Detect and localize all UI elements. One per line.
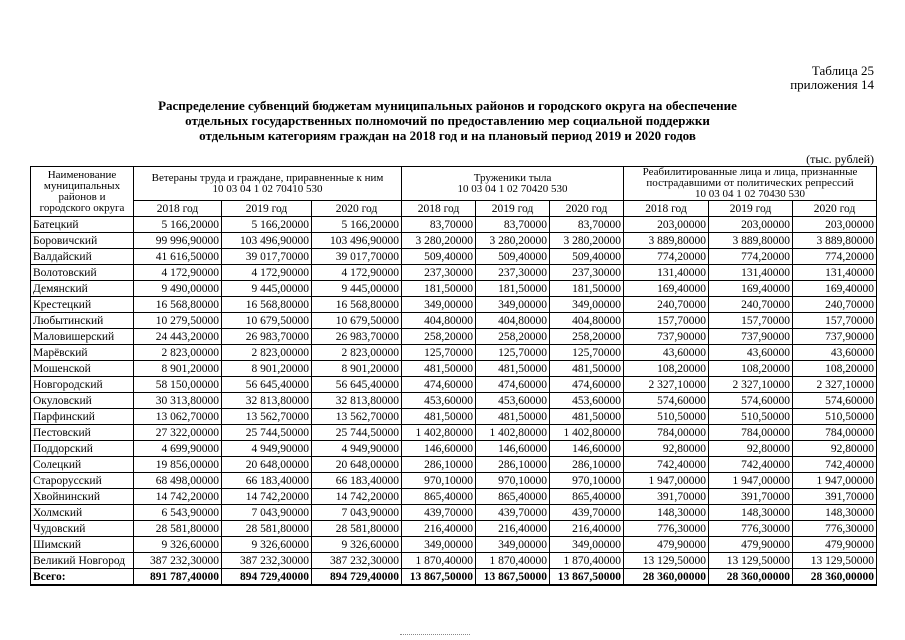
value-cell: 19 856,00000	[134, 457, 222, 473]
table-row	[31, 377, 877, 393]
value-cell: 391,70000	[624, 489, 709, 505]
value-cell: 13 867,50000	[476, 569, 550, 586]
value-cell: 148,30000	[709, 505, 793, 521]
value-cell: 4 949,90000	[312, 441, 402, 457]
value-cell: 13 867,50000	[550, 569, 624, 586]
value-cell: 68 498,00000	[134, 473, 222, 489]
header-year: 2020 год	[550, 201, 624, 217]
value-cell: 742,40000	[624, 457, 709, 473]
value-cell: 9 445,00000	[312, 281, 402, 297]
value-cell: 240,70000	[624, 297, 709, 313]
district-name: Новгородский	[31, 377, 134, 393]
value-cell: 474,60000	[402, 377, 476, 393]
value-cell: 240,70000	[709, 297, 793, 313]
value-cell: 16 568,80000	[134, 297, 222, 313]
appendix-number: приложения 14	[790, 77, 874, 92]
value-cell: 737,90000	[709, 329, 793, 345]
value-cell: 125,70000	[402, 345, 476, 361]
value-cell: 9 445,00000	[222, 281, 312, 297]
value-cell: 16 568,80000	[222, 297, 312, 313]
value-cell: 387 232,30000	[312, 553, 402, 569]
district-name: Чудовский	[31, 521, 134, 537]
value-cell: 58 150,00000	[134, 377, 222, 393]
value-cell: 3 280,20000	[550, 233, 624, 249]
table-row	[31, 537, 877, 553]
value-cell: 148,30000	[793, 505, 877, 521]
value-cell: 349,00000	[476, 537, 550, 553]
value-cell: 25 744,50000	[222, 425, 312, 441]
value-cell: 108,20000	[793, 361, 877, 377]
value-cell: 4 172,90000	[134, 265, 222, 281]
value-cell: 103 496,90000	[222, 233, 312, 249]
district-name: Поддорский	[31, 441, 134, 457]
value-cell: 83,70000	[402, 217, 476, 233]
value-cell: 1 870,40000	[550, 553, 624, 569]
value-cell: 865,40000	[402, 489, 476, 505]
value-cell: 6 543,90000	[134, 505, 222, 521]
value-cell: 509,40000	[402, 249, 476, 265]
value-cell: 10 679,50000	[222, 313, 312, 329]
value-cell: 125,70000	[550, 345, 624, 361]
value-cell: 970,10000	[550, 473, 624, 489]
value-cell: 203,00000	[624, 217, 709, 233]
table-row	[31, 297, 877, 313]
value-cell: 481,50000	[476, 409, 550, 425]
value-cell: 240,70000	[793, 297, 877, 313]
value-cell: 28 581,80000	[312, 521, 402, 537]
table-row	[31, 281, 877, 297]
table-row	[31, 249, 877, 265]
subvention-table	[30, 166, 877, 586]
value-cell: 391,70000	[709, 489, 793, 505]
district-name: Старорусский	[31, 473, 134, 489]
value-cell: 2 823,00000	[312, 345, 402, 361]
value-cell: 13 562,70000	[222, 409, 312, 425]
document-title	[80, 98, 815, 143]
value-cell: 5 166,20000	[222, 217, 312, 233]
value-cell: 509,40000	[476, 249, 550, 265]
district-name: Волотовский	[31, 265, 134, 281]
value-cell: 3 889,80000	[709, 233, 793, 249]
table-row	[31, 409, 877, 425]
district-name: Парфинский	[31, 409, 134, 425]
value-cell: 2 327,10000	[624, 377, 709, 393]
value-cell: 181,50000	[402, 281, 476, 297]
header-group-veterans	[134, 167, 402, 201]
value-cell: 258,20000	[476, 329, 550, 345]
units-label: (тыс. рублей)	[806, 152, 874, 166]
value-cell: 30 313,80000	[134, 393, 222, 409]
value-cell: 258,20000	[402, 329, 476, 345]
value-cell: 3 280,20000	[402, 233, 476, 249]
district-name: Великий Новгород	[31, 553, 134, 569]
value-cell: 387 232,30000	[222, 553, 312, 569]
table-reference	[790, 64, 874, 92]
value-cell: 349,00000	[402, 297, 476, 313]
group-code: 10 03 04 1 02 70420 530	[457, 182, 568, 195]
value-cell: 43,60000	[624, 345, 709, 361]
value-cell: 14 742,20000	[134, 489, 222, 505]
value-cell: 439,70000	[402, 505, 476, 521]
table-row	[31, 233, 877, 249]
district-name: Мошенской	[31, 361, 134, 377]
table-row	[31, 393, 877, 409]
value-cell: 776,30000	[793, 521, 877, 537]
value-cell: 237,30000	[476, 265, 550, 281]
value-cell: 16 568,80000	[312, 297, 402, 313]
value-cell: 286,10000	[476, 457, 550, 473]
value-cell: 92,80000	[709, 441, 793, 457]
table-row	[31, 265, 877, 281]
value-cell: 28 581,80000	[222, 521, 312, 537]
value-cell: 3 889,80000	[624, 233, 709, 249]
value-cell: 865,40000	[476, 489, 550, 505]
header-year: 2019 год	[476, 201, 550, 217]
district-name: Солецкий	[31, 457, 134, 473]
value-cell: 479,90000	[624, 537, 709, 553]
value-cell: 894 729,40000	[222, 569, 312, 586]
district-name: Крестецкий	[31, 297, 134, 313]
value-cell: 39 017,70000	[312, 249, 402, 265]
value-cell: 28 360,00000	[709, 569, 793, 586]
value-cell: 2 327,10000	[709, 377, 793, 393]
value-cell: 453,60000	[550, 393, 624, 409]
value-cell: 1 402,80000	[550, 425, 624, 441]
value-cell: 10 679,50000	[312, 313, 402, 329]
value-cell: 784,00000	[793, 425, 877, 441]
value-cell: 32 813,80000	[222, 393, 312, 409]
value-cell: 43,60000	[793, 345, 877, 361]
value-cell: 181,50000	[476, 281, 550, 297]
district-name: Холмский	[31, 505, 134, 521]
value-cell: 108,20000	[709, 361, 793, 377]
district-name: Пестовский	[31, 425, 134, 441]
header-year: 2020 год	[793, 201, 877, 217]
value-cell: 4 172,90000	[222, 265, 312, 281]
value-cell: 510,50000	[793, 409, 877, 425]
total-label: Всего:	[31, 569, 134, 586]
table-number: Таблица 25	[811, 63, 874, 78]
value-cell: 157,70000	[709, 313, 793, 329]
value-cell: 28 360,00000	[624, 569, 709, 586]
value-cell: 474,60000	[476, 377, 550, 393]
value-cell: 24 443,20000	[134, 329, 222, 345]
value-cell: 474,60000	[550, 377, 624, 393]
table-body	[31, 217, 877, 586]
value-cell: 66 183,40000	[312, 473, 402, 489]
value-cell: 20 648,00000	[222, 457, 312, 473]
value-cell: 92,80000	[793, 441, 877, 457]
district-name: Батецкий	[31, 217, 134, 233]
value-cell: 481,50000	[402, 361, 476, 377]
value-cell: 8 901,20000	[134, 361, 222, 377]
page-edge-mark	[400, 634, 470, 637]
header-year: 2019 год	[222, 201, 312, 217]
value-cell: 169,40000	[624, 281, 709, 297]
table-row	[31, 457, 877, 473]
value-cell: 13 129,50000	[624, 553, 709, 569]
header-group-rehabilitated	[624, 167, 877, 201]
value-cell: 56 645,40000	[222, 377, 312, 393]
value-cell: 2 823,00000	[134, 345, 222, 361]
value-cell: 83,70000	[476, 217, 550, 233]
group-code: 10 03 04 1 02 70430 530	[695, 188, 806, 200]
value-cell: 865,40000	[550, 489, 624, 505]
value-cell: 774,20000	[624, 249, 709, 265]
header-year: 2020 год	[312, 201, 402, 217]
value-cell: 157,70000	[624, 313, 709, 329]
value-cell: 510,50000	[709, 409, 793, 425]
district-name: Окуловский	[31, 393, 134, 409]
value-cell: 8 901,20000	[222, 361, 312, 377]
value-cell: 9 490,00000	[134, 281, 222, 297]
value-cell: 9 326,60000	[222, 537, 312, 553]
value-cell: 148,30000	[624, 505, 709, 521]
district-name: Хвойнинский	[31, 489, 134, 505]
value-cell: 2 327,10000	[793, 377, 877, 393]
value-cell: 387 232,30000	[134, 553, 222, 569]
table-row	[31, 553, 877, 569]
value-cell: 1 870,40000	[476, 553, 550, 569]
value-cell: 404,80000	[476, 313, 550, 329]
value-cell: 404,80000	[402, 313, 476, 329]
value-cell: 181,50000	[550, 281, 624, 297]
value-cell: 13 062,70000	[134, 409, 222, 425]
value-cell: 349,00000	[476, 297, 550, 313]
value-cell: 4 699,90000	[134, 441, 222, 457]
value-cell: 481,50000	[476, 361, 550, 377]
value-cell: 742,40000	[709, 457, 793, 473]
value-cell: 27 322,00000	[134, 425, 222, 441]
value-cell: 453,60000	[476, 393, 550, 409]
value-cell: 349,00000	[550, 297, 624, 313]
value-cell: 14 742,20000	[222, 489, 312, 505]
value-cell: 894 729,40000	[312, 569, 402, 586]
title-line-1: Распределение субвенций бюджетам муниципальных районов и городского округа на обеспечение	[158, 98, 737, 113]
value-cell: 203,00000	[793, 217, 877, 233]
value-cell: 13 129,50000	[793, 553, 877, 569]
district-name: Валдайский	[31, 249, 134, 265]
value-cell: 391,70000	[793, 489, 877, 505]
table-row	[31, 329, 877, 345]
header-group-home-front	[402, 167, 624, 201]
value-cell: 216,40000	[550, 521, 624, 537]
value-cell: 1 947,00000	[709, 473, 793, 489]
value-cell: 481,50000	[550, 361, 624, 377]
value-cell: 26 983,70000	[222, 329, 312, 345]
value-cell: 774,20000	[709, 249, 793, 265]
value-cell: 891 787,40000	[134, 569, 222, 586]
value-cell: 131,40000	[709, 265, 793, 281]
value-cell: 439,70000	[476, 505, 550, 521]
value-cell: 481,50000	[550, 409, 624, 425]
value-cell: 20 648,00000	[312, 457, 402, 473]
value-cell: 404,80000	[550, 313, 624, 329]
table-row	[31, 489, 877, 505]
value-cell: 776,30000	[709, 521, 793, 537]
header-year: 2018 год	[624, 201, 709, 217]
value-cell: 1 402,80000	[402, 425, 476, 441]
value-cell: 13 867,50000	[402, 569, 476, 586]
value-cell: 439,70000	[550, 505, 624, 521]
value-cell: 13 562,70000	[312, 409, 402, 425]
table-row	[31, 441, 877, 457]
value-cell: 32 813,80000	[312, 393, 402, 409]
value-cell: 39 017,70000	[222, 249, 312, 265]
value-cell: 203,00000	[709, 217, 793, 233]
value-cell: 5 166,20000	[312, 217, 402, 233]
district-name: Марёвский	[31, 345, 134, 361]
value-cell: 3 280,20000	[476, 233, 550, 249]
header-row-groups	[31, 167, 877, 201]
district-name: Маловишерский	[31, 329, 134, 345]
group-code: 10 03 04 1 02 70410 530	[212, 182, 323, 195]
value-cell: 103 496,90000	[312, 233, 402, 249]
value-cell: 774,20000	[793, 249, 877, 265]
value-cell: 237,30000	[550, 265, 624, 281]
value-cell: 157,70000	[793, 313, 877, 329]
value-cell: 258,20000	[550, 329, 624, 345]
value-cell: 66 183,40000	[222, 473, 312, 489]
table-row	[31, 425, 877, 441]
group-title: Ветераны труда и граждане, приравненные к ним	[151, 171, 384, 184]
value-cell: 742,40000	[793, 457, 877, 473]
district-name: Любытинский	[31, 313, 134, 329]
value-cell: 970,10000	[476, 473, 550, 489]
value-cell: 108,20000	[624, 361, 709, 377]
value-cell: 7 043,90000	[222, 505, 312, 521]
value-cell: 41 616,50000	[134, 249, 222, 265]
value-cell: 286,10000	[550, 457, 624, 473]
value-cell: 3 889,80000	[793, 233, 877, 249]
value-cell: 481,50000	[402, 409, 476, 425]
value-cell: 2 823,00000	[222, 345, 312, 361]
value-cell: 92,80000	[624, 441, 709, 457]
title-line-2: отдельных государственных полномочий по предоставлению мер социальной поддержки	[185, 113, 710, 128]
value-cell: 169,40000	[793, 281, 877, 297]
value-cell: 43,60000	[709, 345, 793, 361]
table-row	[31, 313, 877, 329]
value-cell: 10 279,50000	[134, 313, 222, 329]
value-cell: 776,30000	[624, 521, 709, 537]
value-cell: 131,40000	[793, 265, 877, 281]
value-cell: 125,70000	[476, 345, 550, 361]
group-title: Труженики тыла	[473, 171, 552, 184]
district-name: Боровичский	[31, 233, 134, 249]
value-cell: 7 043,90000	[312, 505, 402, 521]
value-cell: 479,90000	[793, 537, 877, 553]
table-row	[31, 361, 877, 377]
value-cell: 28 581,80000	[134, 521, 222, 537]
value-cell: 737,90000	[624, 329, 709, 345]
value-cell: 146,60000	[550, 441, 624, 457]
table-row	[31, 217, 877, 233]
header-year: 2019 год	[709, 201, 793, 217]
value-cell: 26 983,70000	[312, 329, 402, 345]
table-row	[31, 505, 877, 521]
value-cell: 509,40000	[550, 249, 624, 265]
value-cell: 99 996,90000	[134, 233, 222, 249]
total-row	[31, 569, 877, 586]
value-cell: 14 742,20000	[312, 489, 402, 505]
header-year: 2018 год	[134, 201, 222, 217]
district-name: Демянский	[31, 281, 134, 297]
value-cell: 216,40000	[402, 521, 476, 537]
value-cell: 784,00000	[709, 425, 793, 441]
value-cell: 28 360,00000	[793, 569, 877, 586]
value-cell: 216,40000	[476, 521, 550, 537]
value-cell: 574,60000	[624, 393, 709, 409]
header-row-years	[31, 201, 877, 217]
value-cell: 131,40000	[624, 265, 709, 281]
value-cell: 1 947,00000	[793, 473, 877, 489]
value-cell: 349,00000	[550, 537, 624, 553]
value-cell: 286,10000	[402, 457, 476, 473]
table-row	[31, 521, 877, 537]
value-cell: 574,60000	[793, 393, 877, 409]
value-cell: 510,50000	[624, 409, 709, 425]
value-cell: 1 947,00000	[624, 473, 709, 489]
value-cell: 4 172,90000	[312, 265, 402, 281]
value-cell: 479,90000	[709, 537, 793, 553]
header-name-column: Наименование муниципальных районов и городского округа	[31, 167, 134, 217]
value-cell: 146,60000	[402, 441, 476, 457]
value-cell: 1 870,40000	[402, 553, 476, 569]
value-cell: 83,70000	[550, 217, 624, 233]
table-row	[31, 345, 877, 361]
group-title: Реабилитированные лица и лица, признанные пострадавшими от политических репрессий	[642, 166, 858, 189]
value-cell: 9 326,60000	[134, 537, 222, 553]
value-cell: 349,00000	[402, 537, 476, 553]
value-cell: 56 645,40000	[312, 377, 402, 393]
value-cell: 1 402,80000	[476, 425, 550, 441]
value-cell: 146,60000	[476, 441, 550, 457]
value-cell: 737,90000	[793, 329, 877, 345]
value-cell: 4 949,90000	[222, 441, 312, 457]
value-cell: 8 901,20000	[312, 361, 402, 377]
district-name: Шимский	[31, 537, 134, 553]
value-cell: 5 166,20000	[134, 217, 222, 233]
value-cell: 25 744,50000	[312, 425, 402, 441]
value-cell: 9 326,60000	[312, 537, 402, 553]
value-cell: 453,60000	[402, 393, 476, 409]
table-row	[31, 473, 877, 489]
value-cell: 970,10000	[402, 473, 476, 489]
title-line-3: отдельным категориям граждан на 2018 год и на плановый период 2019 и 2020 годов	[199, 128, 696, 143]
value-cell: 13 129,50000	[709, 553, 793, 569]
value-cell: 574,60000	[709, 393, 793, 409]
value-cell: 237,30000	[402, 265, 476, 281]
header-year: 2018 год	[402, 201, 476, 217]
value-cell: 784,00000	[624, 425, 709, 441]
value-cell: 169,40000	[709, 281, 793, 297]
